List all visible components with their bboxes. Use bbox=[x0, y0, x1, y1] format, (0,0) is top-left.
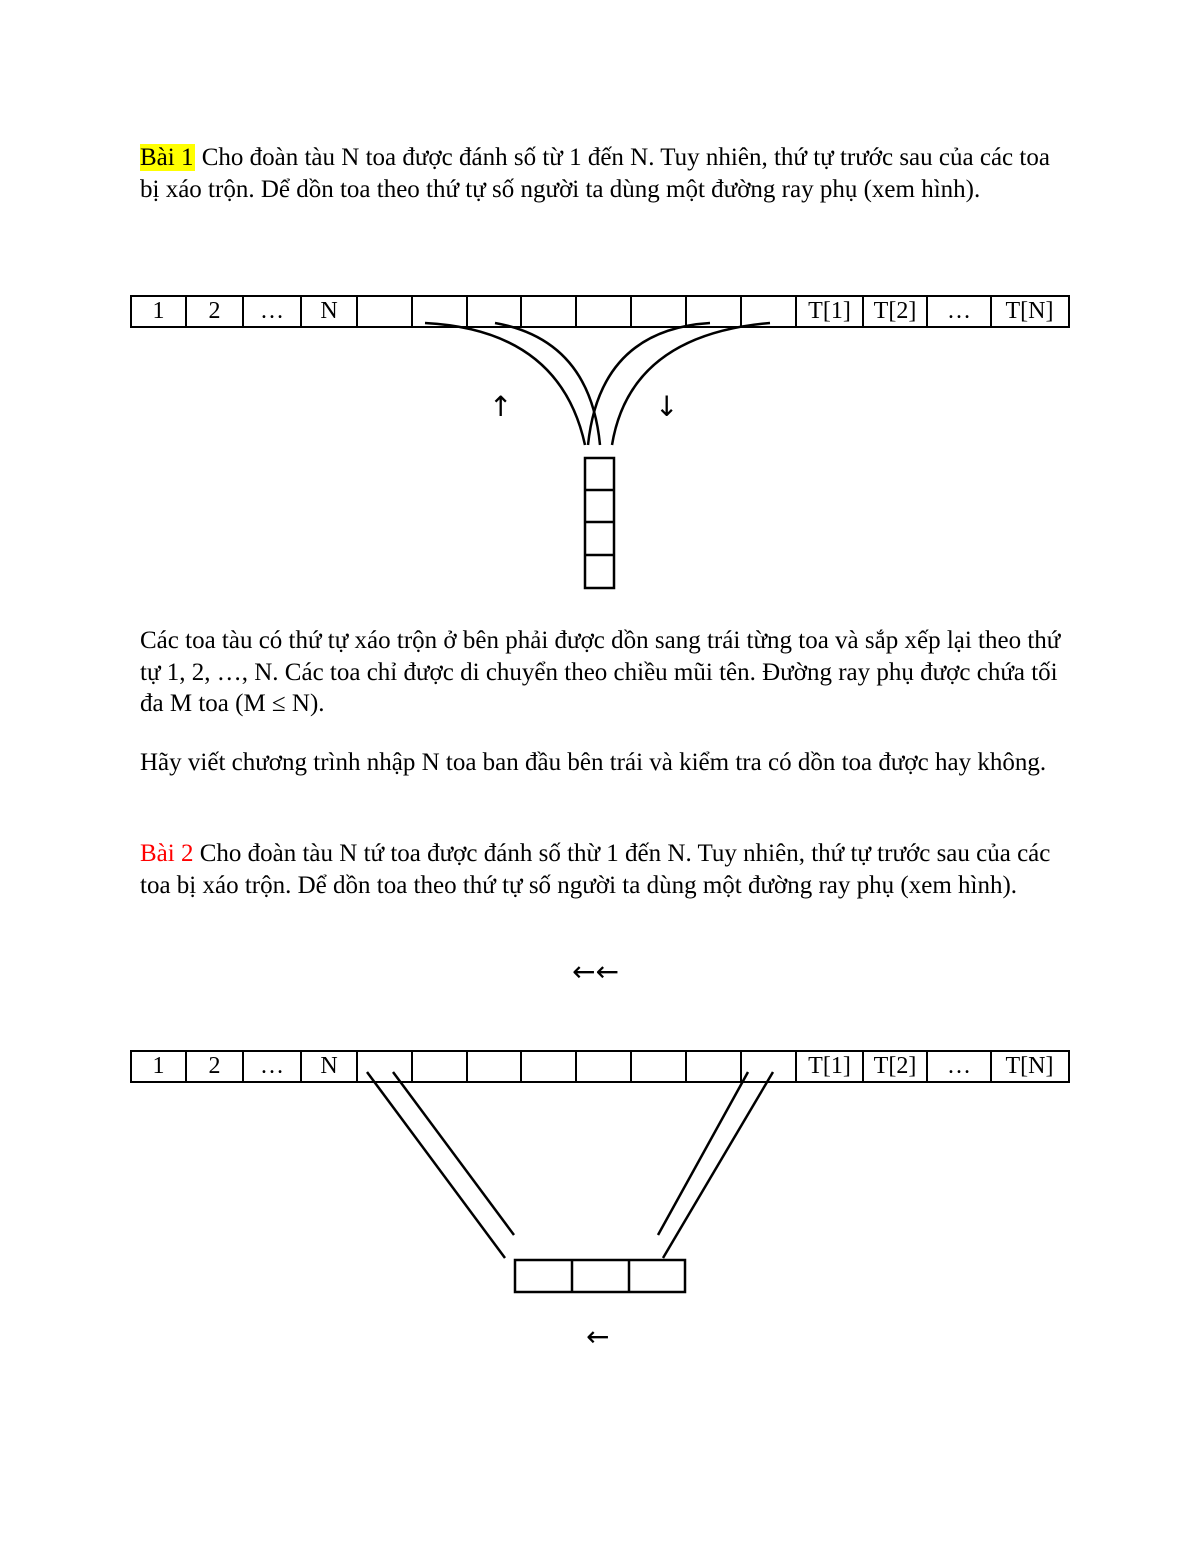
rail-right-inner bbox=[658, 1072, 748, 1235]
track-cell: N bbox=[302, 297, 358, 326]
track-cell: 1 bbox=[132, 297, 187, 326]
rail-left-inner bbox=[393, 1072, 514, 1235]
bai2-intro-text: Cho đoàn tàu N tứ toa được đánh số thừ 1 đến N. Tuy nhiên, thứ tự trước sau của các toa bị xáo trộn. Dể dồn toa theo thứ tự số người ta dùng một đường ray phụ (xem hình). bbox=[140, 840, 1051, 899]
track-cell: T[1] bbox=[797, 297, 864, 326]
track-cell: … bbox=[244, 297, 302, 326]
bai2-label: Bài 2 bbox=[140, 840, 194, 867]
track-cell: 1 bbox=[132, 1052, 187, 1081]
rail-left-outer bbox=[367, 1072, 505, 1258]
track-cell: N bbox=[302, 1052, 358, 1081]
track-cell: 2 bbox=[187, 1052, 244, 1081]
bai1-label: Bài 1 bbox=[140, 144, 194, 171]
arrow-down-icon: ↓ bbox=[655, 390, 679, 423]
track-cell: … bbox=[244, 1052, 302, 1081]
arrow-left-icon: ← bbox=[586, 1320, 610, 1353]
track-cell: T[2] bbox=[864, 1052, 928, 1081]
bai1-para3: Hãy viết chương trình nhập N toa ban đầu bên trái và kiểm tra có dồn toa được hay không. bbox=[140, 749, 1047, 776]
siding-box bbox=[515, 1260, 685, 1292]
rail-right-outer bbox=[663, 1072, 773, 1258]
track-cell: T[N] bbox=[1005, 298, 1054, 324]
track-cell: T[2] bbox=[864, 297, 928, 326]
track-cell: T[1] bbox=[797, 1052, 864, 1081]
double-arrow-left-icon: ←← bbox=[572, 955, 619, 988]
track-cell: 2 bbox=[187, 297, 244, 326]
bai1-para2: Các toa tàu có thứ tự xáo trộn ở bên phải được dồn sang trái từng toa và sắp xếp lại theo thứ tự 1, 2, …, N. Các toa chỉ được di chuyển theo chiều mũi tên. Đường ray phụ được chứa tối đa M toa (M ≤ N). bbox=[140, 627, 1061, 717]
arrow-up-icon: ↑ bbox=[489, 390, 513, 423]
track-cell: T[N] bbox=[1005, 1053, 1054, 1079]
track-cell: … bbox=[928, 1052, 992, 1081]
bai1-intro-text: Cho đoàn tàu N toa được đánh số từ 1 đến N. Tuy nhiên, thứ tự trước sau của các toa bị xáo trộn. Dể dồn toa theo thứ tự số người ta dùng một đường ray phụ (xem hình). bbox=[140, 144, 1050, 203]
track-cell: … bbox=[928, 297, 992, 326]
